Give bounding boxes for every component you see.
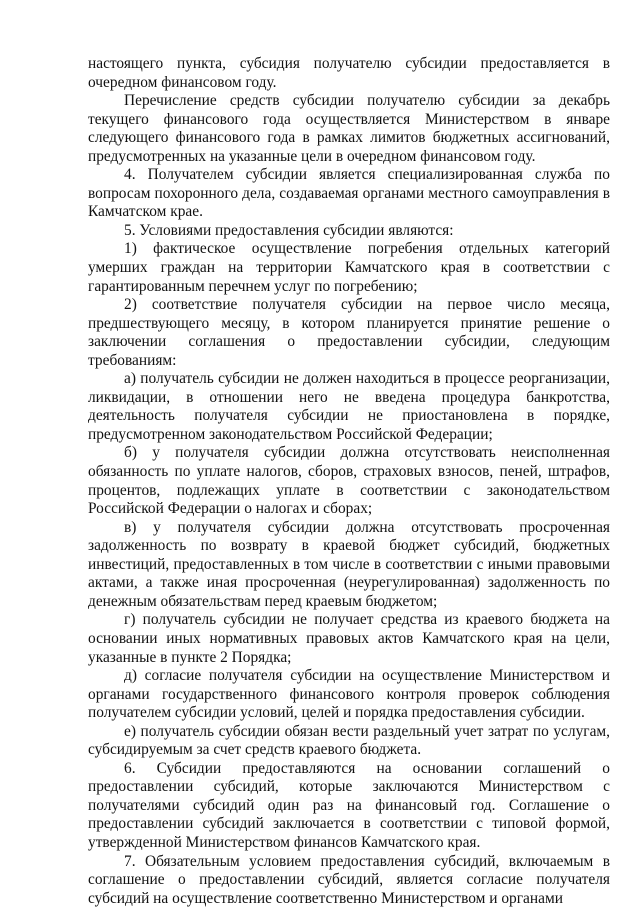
paragraph-subitem-d: д) согласие получателя субсидии на осуществление Министерством и органами государственного финансового контроля проверок соблюдения получателем субсидии условий, целей и порядка предоставления субсидии.: [88, 667, 610, 722]
paragraph-subitem-e: е) получатель субсидии обязан вести раздельный учет затрат по услугам, субсидируемым за счет средств краевого бюджета.: [88, 722, 610, 759]
paragraph-item-5: 5. Условиями предоставления субсидии являются:: [124, 221, 454, 239]
document-page: [88, 55, 610, 908]
paragraph-transfer-december: Перечисление средств субсидии получателю субсидии за декабрь текущего финансового года осуществляется Министерством в январе следующего финансового года в рамках лимитов бюджетных ассигнований, предусмотренных на указанные цели в очередном финансовом году.: [88, 92, 610, 165]
paragraph-continuation: настоящего пункта, субсидия получателю субсидии предоставляется в очередном финансовом году.: [88, 55, 610, 91]
paragraph-item-4: 4. Получателем субсидии является специализированная служба по вопросам похоронного дела, создаваемая органами местного самоуправления в Камчатском крае.: [88, 166, 610, 221]
paragraph-subitem-2: 2) соответствие получателя субсидии на первое число месяца, предшествующего месяцу, в котором планируется принятие решение о заключении соглашения о предоставлении субсидии, следующим требованиям:: [88, 296, 610, 369]
paragraph-subitem-b: б) у получателя субсидии должна отсутствовать неисполненная обязанность по уплате налогов, сборов, страховых взносов, пеней, штрафов, процентов, подлежащих уплате в соответствии с законодательством Российской Федерации о налогах и сборах;: [88, 444, 610, 518]
paragraph-item-7: 7. Обязательным условием предоставления субсидий, включаемым в соглашение о предоставлении субсидий, является согласие получателя субсидий на осуществление соответственно Министерством и органами: [88, 852, 610, 907]
paragraph-subitem-v: в) у получателя субсидии должна отсутствовать просроченная задолженность по возврату в краевой бюджет субсидий, бюджетных инвестиций, предоставленных в том числе в соответствии с иными правовыми актами, а также иная просроченная (неурегулированная) задолженность по денежным обязательствам перед краевым бюджетом;: [88, 518, 610, 610]
paragraph-subitem-a: а) получатель субсидии не должен находиться в процессе реорганизации, ликвидации, в отношении него не введена процедура банкротства, деятельность получателя субсидии не приостановлена в порядке, предусмотренном законодательством Российской Федерации;: [88, 370, 610, 443]
paragraph-subitem-g: г) получатель субсидии не получает средства из краевого бюджета на основании иных нормативных правовых актов Камчатского края на цели, указанные в пункте 2 Порядка;: [88, 611, 610, 666]
paragraph-subitem-1: 1) фактическое осуществление погребения отдельных категорий умерших граждан на территории Камчатского края в соответствии с гарантированным перечнем услуг по погребению;: [88, 240, 610, 295]
paragraph-item-6: 6. Субсидии предоставляются на основании соглашений о предоставлении субсидий, которые заключаются Министерством с получателями субсидий один раз на финансовый год. Соглашение о предоставлении субсидий заключается в соответствии с типовой формой, утвержденной Министерством финансов Камчатского края.: [88, 759, 610, 851]
